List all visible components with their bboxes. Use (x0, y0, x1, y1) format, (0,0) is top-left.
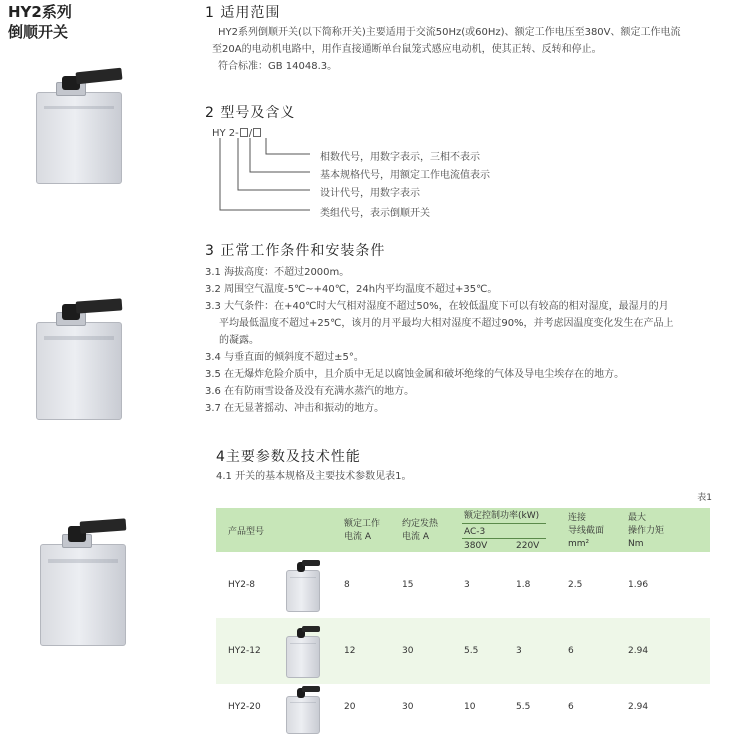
cell-p220: 5.5 (516, 702, 531, 712)
section-1-title: 1 适用范围 (205, 5, 281, 21)
condition-line: 3.6 在有防雨雪设备及没有充满水蒸汽的地方。 (205, 386, 415, 397)
cell-wire: 2.5 (568, 580, 583, 590)
legend-item-design: 设计代号，用数字表示 (320, 188, 420, 199)
table-row (216, 618, 710, 684)
cell-current: 20 (344, 702, 356, 712)
header-wire-line2: 导线截面 (568, 526, 605, 536)
condition-line: 3.2 周围空气温度-5℃~+40℃，24h内平均温度不超过+35℃。 (205, 284, 498, 295)
product-image-3 (40, 516, 126, 646)
cell-torque: 2.94 (628, 702, 649, 712)
cell-heat: 30 (402, 646, 414, 656)
section-4-title: 4主要参数及技术性能 (216, 449, 361, 465)
header-heat-line2: 电流 A (402, 532, 430, 542)
header-current-line2: 电流 A (344, 532, 372, 542)
header-heat (402, 518, 438, 544)
model-code-diagram (210, 138, 310, 222)
product-image-2 (36, 296, 122, 420)
header-wire-line1: 连接 (568, 513, 587, 523)
section-1-line: HY2系列倒顺开关(以下简称开关)主要适用于交流50Hz(或60Hz)、额定工作电压至380V、额定工作电流 (218, 27, 681, 38)
condition-line: 3.4 与垂直面的倾斜度不超过±5°。 (205, 352, 364, 363)
condition-line: 3.5 在无爆炸危险介质中，且介质中无足以腐蚀金属和破坏绝缘的气体及导电尘埃存在的地方。 (205, 369, 625, 380)
row-product-image (286, 560, 320, 612)
condition-line: 3.1 海拔高度：不超过2000m。 (205, 267, 350, 278)
header-380v: 380V (464, 541, 488, 551)
header-torque-line3: Nm (628, 539, 644, 549)
cell-heat: 30 (402, 702, 414, 712)
condition-line: 的凝露。 (219, 335, 259, 346)
cell-model: HY2-12 (228, 646, 261, 656)
cell-torque: 2.94 (628, 646, 649, 656)
title-line-2: 倒顺开关 (8, 23, 69, 41)
legend-item-phase: 相数代号，用数字表示，三相不表示 (320, 152, 480, 163)
code-box (240, 128, 248, 137)
header-current (344, 518, 380, 544)
condition-line: 3.7 在无显著摇动、冲击和振动的地方。 (205, 403, 385, 414)
cell-p220: 1.8 (516, 580, 531, 590)
header-power: 额定控制功率(kW) (464, 511, 540, 521)
title-line-1: HY2系列 (8, 3, 72, 21)
page-title (8, 2, 72, 42)
table-label: 表1 (697, 493, 712, 503)
header-heat-line1: 约定发热 (402, 519, 439, 529)
model-code-sep: / (248, 128, 253, 139)
header-model: 产品型号 (228, 527, 265, 537)
table-row (216, 552, 710, 618)
legend-item-class: 类组代号，表示倒顺开关 (320, 208, 430, 219)
header-ac3: AC-3 (464, 527, 486, 537)
header-torque-line1: 最大 (628, 513, 647, 523)
condition-line: 平均最低温度不超过+25℃，该月的月平最均大相对湿度不超过90%，并考虑因温度变化发生在产品上 (219, 318, 674, 329)
cell-p380: 5.5 (464, 646, 479, 656)
section-1-text (212, 24, 738, 75)
table-header (216, 508, 710, 552)
section-1-line: 符合标准：GB 14048.3。 (218, 61, 338, 72)
cell-p220: 3 (516, 646, 522, 656)
header-wire (568, 512, 604, 551)
row-product-image (286, 686, 320, 734)
code-box (253, 128, 261, 137)
cell-wire: 6 (568, 702, 574, 712)
header-divider-1 (462, 523, 546, 524)
table-row (216, 684, 710, 736)
cell-wire: 6 (568, 646, 574, 656)
section-3-title: 3 正常工作条件和安装条件 (205, 243, 386, 259)
cell-p380: 3 (464, 580, 470, 590)
header-torque-line2: 操作力矩 (628, 526, 665, 536)
product-image-1 (36, 68, 122, 184)
section-1-line: 至20A的电动机电路中，用作直接通断单台鼠笼式感应电动机，使其正转、反转和停止。 (212, 44, 602, 55)
header-current-line1: 额定工作 (344, 519, 381, 529)
header-torque (628, 512, 664, 551)
section-3-text (205, 264, 740, 417)
row-product-image (286, 626, 320, 678)
section-4-intro: 4.1 开关的基本规格及主要技术参数见表1。 (216, 471, 412, 482)
cell-current: 8 (344, 580, 350, 590)
cell-torque: 1.96 (628, 580, 649, 590)
condition-line: 3.3 大气条件：在+40℃时大气相对湿度不超过50%，在较低温度下可以有较高的相对湿度，最湿月的月 (205, 301, 669, 312)
legend-item-spec: 基本规格代号，用额定工作电流值表示 (320, 170, 490, 181)
cell-model: HY2-8 (228, 580, 255, 590)
cell-p380: 10 (464, 702, 476, 712)
header-wire-line3: mm² (568, 539, 590, 549)
cell-model: HY2-20 (228, 702, 261, 712)
header-220v: 220V (516, 541, 540, 551)
section-2-title: 2 型号及含义 (205, 105, 296, 121)
cell-current: 12 (344, 646, 356, 656)
cell-heat: 15 (402, 580, 414, 590)
header-divider-2 (462, 538, 546, 539)
model-code-prefix: HY 2- (212, 128, 239, 139)
